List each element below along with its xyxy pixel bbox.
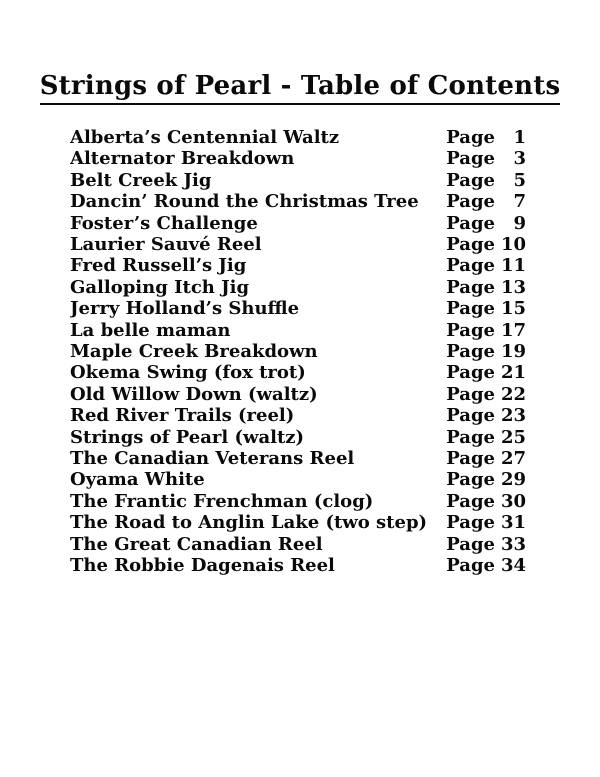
page-number: 31: [500, 512, 526, 534]
song-title: Alternator Breakdown: [70, 148, 295, 170]
toc-entry: [70, 469, 526, 490]
page-number: 3: [513, 148, 526, 170]
page-reference: [446, 469, 526, 490]
page-word: Page: [446, 212, 495, 234]
toc-entry: [70, 191, 526, 212]
page-number: 7: [513, 191, 526, 213]
page-word: Page: [446, 533, 495, 555]
page-number: 29: [500, 469, 526, 491]
page-word: Page: [446, 255, 495, 277]
page-word: Page: [446, 405, 495, 427]
page-title: [0, 0, 600, 105]
page-word: Page: [446, 340, 495, 362]
page-reference: [446, 191, 526, 212]
toc-entry: [70, 427, 526, 448]
toc-entry: [70, 320, 526, 341]
toc-entry: [70, 362, 526, 383]
page-word: Page: [446, 512, 495, 534]
page-number: 27: [500, 447, 526, 469]
song-title: Okema Swing (fox trot): [70, 362, 306, 384]
page-number: 11: [500, 255, 526, 277]
toc-entry: [70, 555, 526, 576]
song-title: Strings of Pearl (waltz): [70, 426, 305, 448]
page-reference: [446, 427, 526, 448]
page-number: 13: [500, 276, 526, 298]
toc-entry: [70, 512, 526, 533]
page-reference: [446, 555, 526, 576]
page-number: 34: [500, 555, 526, 577]
song-title: The Canadian Veterans Reel: [70, 447, 355, 469]
page-reference: [446, 512, 526, 533]
song-title: The Robbie Dagenais Reel: [70, 555, 335, 577]
song-title: Galloping Itch Jig: [70, 276, 250, 298]
song-title: Dancin’ Round the Christmas Tree: [70, 191, 419, 213]
page-reference: [446, 405, 526, 426]
page-word: Page: [446, 469, 495, 491]
page-word: Page: [446, 298, 495, 320]
page-reference: [446, 362, 526, 383]
page-reference: [446, 491, 526, 512]
page-word: Page: [446, 233, 495, 255]
page-reference: [446, 148, 526, 169]
page-number: 33: [500, 533, 526, 555]
page-number: 5: [513, 169, 526, 191]
song-title: La belle maman: [70, 319, 231, 341]
toc-entry: [70, 255, 526, 276]
page-reference: [446, 255, 526, 276]
song-title: Belt Creek Jig: [70, 169, 212, 191]
page-number: 22: [500, 383, 526, 405]
song-title: Old Willow Down (waltz): [70, 383, 318, 405]
song-title: Maple Creek Breakdown: [70, 340, 318, 362]
page-number: 25: [500, 426, 526, 448]
page-word: Page: [446, 447, 495, 469]
page-reference: [446, 448, 526, 469]
song-title: Laurier Sauvé Reel: [70, 233, 262, 255]
page-reference: [446, 298, 526, 319]
toc-entry: [70, 277, 526, 298]
song-title: Oyama White: [70, 469, 205, 491]
page-number: 9: [513, 212, 526, 234]
page-word: Page: [446, 426, 495, 448]
page-word: Page: [446, 319, 495, 341]
page-reference: [446, 341, 526, 362]
page-word: Page: [446, 362, 495, 384]
toc-entry: [70, 491, 526, 512]
toc-list: [0, 127, 600, 577]
song-title: Fred Russell’s Jig: [70, 255, 247, 277]
page-word: Page: [446, 126, 495, 148]
toc-entry: [70, 448, 526, 469]
page-number: 1: [513, 126, 526, 148]
page-reference: [446, 127, 526, 148]
toc-entry: [70, 127, 526, 148]
page-number: 10: [500, 233, 526, 255]
page-reference: [446, 384, 526, 405]
page-number: 21: [500, 362, 526, 384]
song-title: Jerry Holland’s Shuffle: [70, 298, 300, 320]
page-word: Page: [446, 555, 495, 577]
toc-entry: [70, 405, 526, 426]
page-reference: [446, 234, 526, 255]
toc-entry: [70, 234, 526, 255]
page-word: Page: [446, 191, 495, 213]
page-word: Page: [446, 276, 495, 298]
page-reference: [446, 170, 526, 191]
page-word: Page: [446, 383, 495, 405]
song-title: The Great Canadian Reel: [70, 533, 323, 555]
toc-entry: [70, 298, 526, 319]
song-title: Alberta’s Centennial Waltz: [70, 126, 340, 148]
song-title: The Frantic Frenchman (clog): [70, 490, 374, 512]
page-reference: [446, 534, 526, 555]
page-word: Page: [446, 169, 495, 191]
page-reference: [446, 213, 526, 234]
page-reference: [446, 277, 526, 298]
toc-entry: [70, 148, 526, 169]
song-title: The Road to Anglin Lake (two step): [70, 512, 428, 534]
page-number: 30: [500, 490, 526, 512]
page-number: 17: [500, 319, 526, 341]
toc-entry: [70, 384, 526, 405]
page-word: Page: [446, 148, 495, 170]
page-number: 19: [500, 340, 526, 362]
page-number: 15: [500, 298, 526, 320]
page-title-text: Strings of Pearl - Table of Contents: [40, 72, 561, 105]
toc-entry: [70, 341, 526, 362]
page-number: 23: [500, 405, 526, 427]
page-word: Page: [446, 490, 495, 512]
toc-entry: [70, 213, 526, 234]
toc-entry: [70, 534, 526, 555]
song-title: Red River Trails (reel): [70, 405, 295, 427]
song-title: Foster’s Challenge: [70, 212, 258, 234]
page-reference: [446, 320, 526, 341]
toc-entry: [70, 170, 526, 191]
